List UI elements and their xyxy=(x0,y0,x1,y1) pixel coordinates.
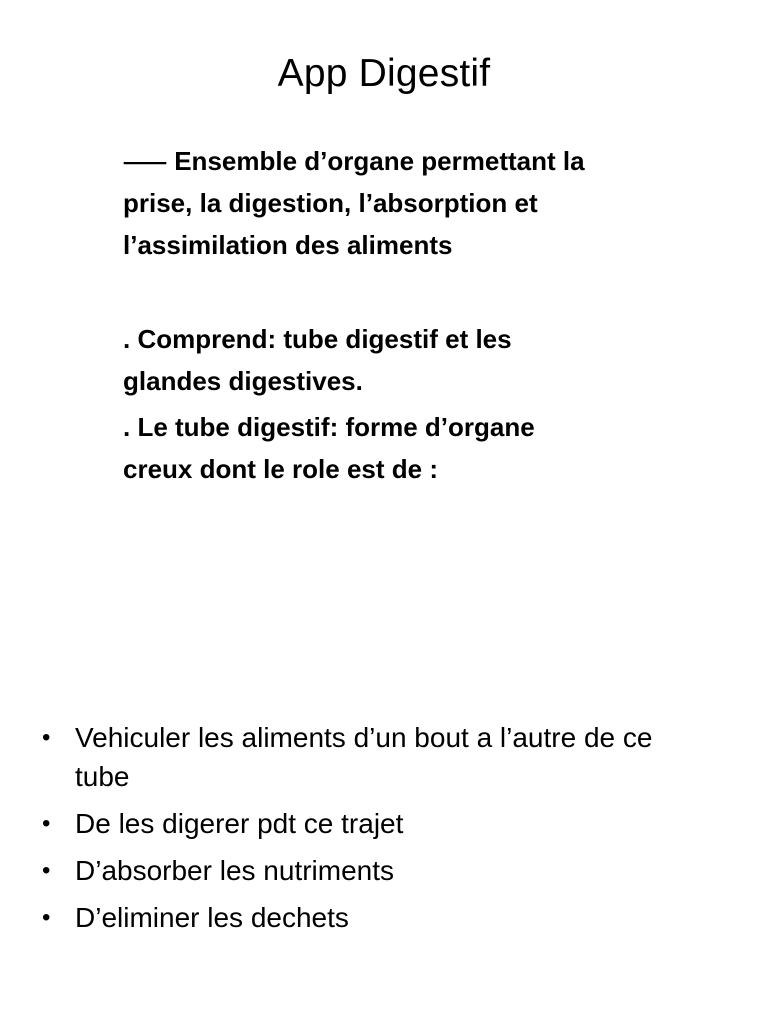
composition-line-2: glandes digestives. xyxy=(123,366,363,396)
bullet-text: D’eliminer les dechets xyxy=(75,902,349,933)
bullet-icon: • xyxy=(42,857,51,884)
definition-line-1: ⸺ Ensemble d’organe permettant la xyxy=(123,146,585,176)
bullet-icon: • xyxy=(42,810,51,837)
tube-line-2: creux dont le role est de : xyxy=(123,454,438,484)
bullet-icon: • xyxy=(42,904,51,931)
bullet-text: D’absorber les nutriments xyxy=(75,855,395,886)
bullet-item xyxy=(40,718,750,796)
bullet-text-line-1: Vehiculer les aliments d’un bout a l’autre de ce xyxy=(75,722,653,753)
bullet-text-line-2: tube xyxy=(75,761,130,792)
bullet-item xyxy=(40,804,750,843)
bullet-icon: • xyxy=(42,724,51,751)
composition-line-1: . Comprend: tube digestif et les xyxy=(123,324,512,354)
slide-title: App Digestif xyxy=(277,52,491,95)
definition-line-2: prise, la digestion, l’absorption et xyxy=(123,188,538,218)
role-bullet-list xyxy=(40,718,750,945)
definition-paragraph xyxy=(123,140,643,266)
bullet-text xyxy=(75,722,652,792)
bullet-item xyxy=(40,851,750,890)
bullet-text: De les digerer pdt ce trajet xyxy=(75,808,404,839)
tube-line-1: . Le tube digestif: forme d’organe xyxy=(123,412,535,442)
definition-line-3: l’assimilation des aliments xyxy=(123,230,453,260)
bullet-item xyxy=(40,898,750,937)
composition-paragraph xyxy=(123,318,643,402)
tube-paragraph xyxy=(123,406,643,490)
